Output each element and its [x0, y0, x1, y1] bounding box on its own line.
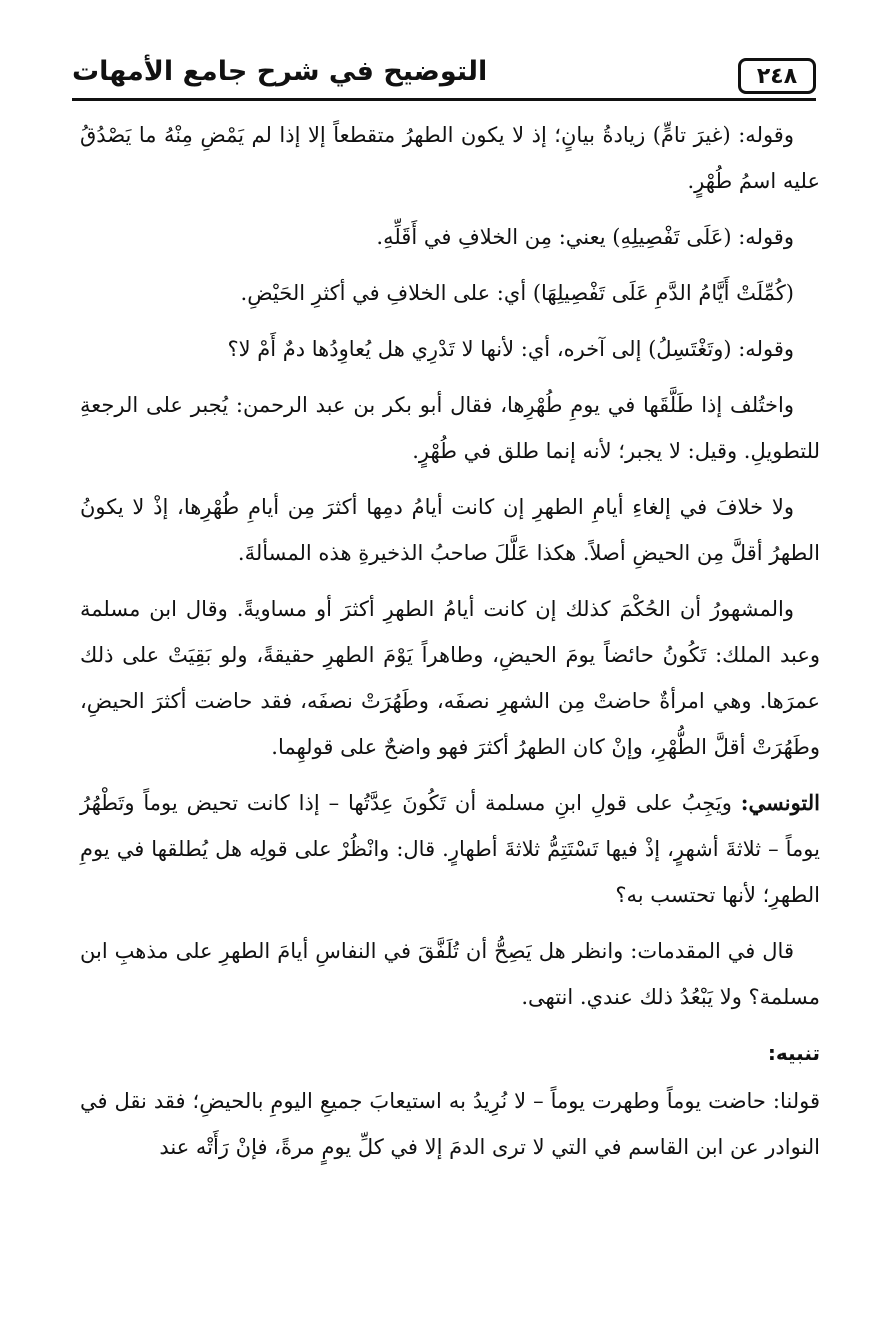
paragraph: ولا خلافَ في إلغاءِ أيامِ الطهرِ إن كانت أيامُ دمِها أكثرَ مِن أيامِ طُهْرِها، إذْ لا يكونُ الطهرُ أقلَّ مِن الحيضِ أصلاً. هكذا عَلَّلَ صاحبُ الذخيرةِ هذه المسألةَ.	[80, 495, 820, 565]
paragraph: وقوله: (وتَغْتَسِلُ) إلى آخره، أي: لأنها لا تَدْرِي هل يُعاوِدُها دمٌ أَمْ لا؟	[227, 337, 794, 361]
paragraph: والمشهورُ أن الحُكْمَ كذلك إن كانت أيامُ الطهرِ أكثرَ أو مساويةً. وقال ابن مسلمة وعبد الملك: تَكُونُ حائضاً يومَ الحيضِ، وطاهراً يَوْمَ الطهرِ حقيقةً، ولو بَقِيَتْ على ذلك عمرَها. وهي امرأةٌ حاضتْ مِن الشهرِ نصفَه، وطَهُرَتْ نصفَه، فقد حاضت أكثرَ الحيضِ، وطَهُرَتْ أقلَّ الطُّهْرِ، وإنْ كان الطهرُ أكثرَ فهو واضحٌ على قولهِما.	[80, 597, 820, 759]
paragraph-lead: التونسي:	[740, 790, 820, 815]
paragraph: وقوله: (غيرَ تامٍّ) زيادةُ بيانٍ؛ إذ لا يكون الطهرُ متقطعاً إلا إذا لم يَمْضِ مِنْهُ ما يَصْدُقُ عليه اسمُ طُهْرٍ.	[80, 123, 820, 193]
paragraph: واختُلف إذا طَلَّقَها في يومِ طُهْرِها، فقال أبو بكر بن عبد الرحمن: يُجبر على الرجعةِ للتطويلِ. وقيل: لا يجبر؛ لأنه إنما طلق في طُهْرٍ.	[80, 393, 820, 463]
page-header	[72, 52, 816, 100]
section-heading: تنبيه:	[767, 1041, 820, 1065]
body-text	[80, 112, 820, 1180]
paragraph	[80, 780, 820, 918]
paragraph: قولنا: حاضت يوماً وطهرت يوماً – لا نُرِيدُ به استيعابَ جميعِ اليومِ بالحيضِ؛ فقد نقل في النوادر عن ابن القاسم في التي لا ترى الدمَ إلا في كلِّ يومٍ مرةً، فإنْ رَأَتْه عند	[80, 1089, 820, 1159]
running-title: التوضيح في شرح جامع الأمهات	[72, 56, 488, 87]
paragraph: (كُمِّلَتْ أَيَّامُ الدَّمِ عَلَى تَفْصِيلِهَا) أي: على الخلافِ في أكثرِ الحَيْضِ.	[240, 281, 794, 305]
page-number: ٢٤٨	[738, 58, 816, 94]
paragraph: قال في المقدمات: وانظر هل يَصِحُّ أن تُلَفَّقَ في النفاسِ أيامَ الطهرِ على مذهبِ ابن مسلمة؟ ولا يَبْعُدُ ذلك عندي. انتهى.	[80, 939, 820, 1009]
header-rule	[72, 98, 816, 101]
paragraph-text: ويَجِبُ على قولِ ابنِ مسلمة أن تَكُونَ عِدَّتُها – إذا كانت تحيض يوماً وتَطْهُرُ يوماً – ثلاثةَ أشهرٍ، إذْ فيها تَسْتَتِمُّ ثلاثةَ أطهارٍ. قال: وانْظُرْ على قولِه هل يُطلقها في يومِ الطهرِ؛ لأنها تحتسب به؟	[80, 791, 820, 907]
paragraph: وقوله: (عَلَى تَفْصِيلِهِ) يعني: مِن الخلافِ في أَقَلِّهِ.	[376, 225, 794, 249]
